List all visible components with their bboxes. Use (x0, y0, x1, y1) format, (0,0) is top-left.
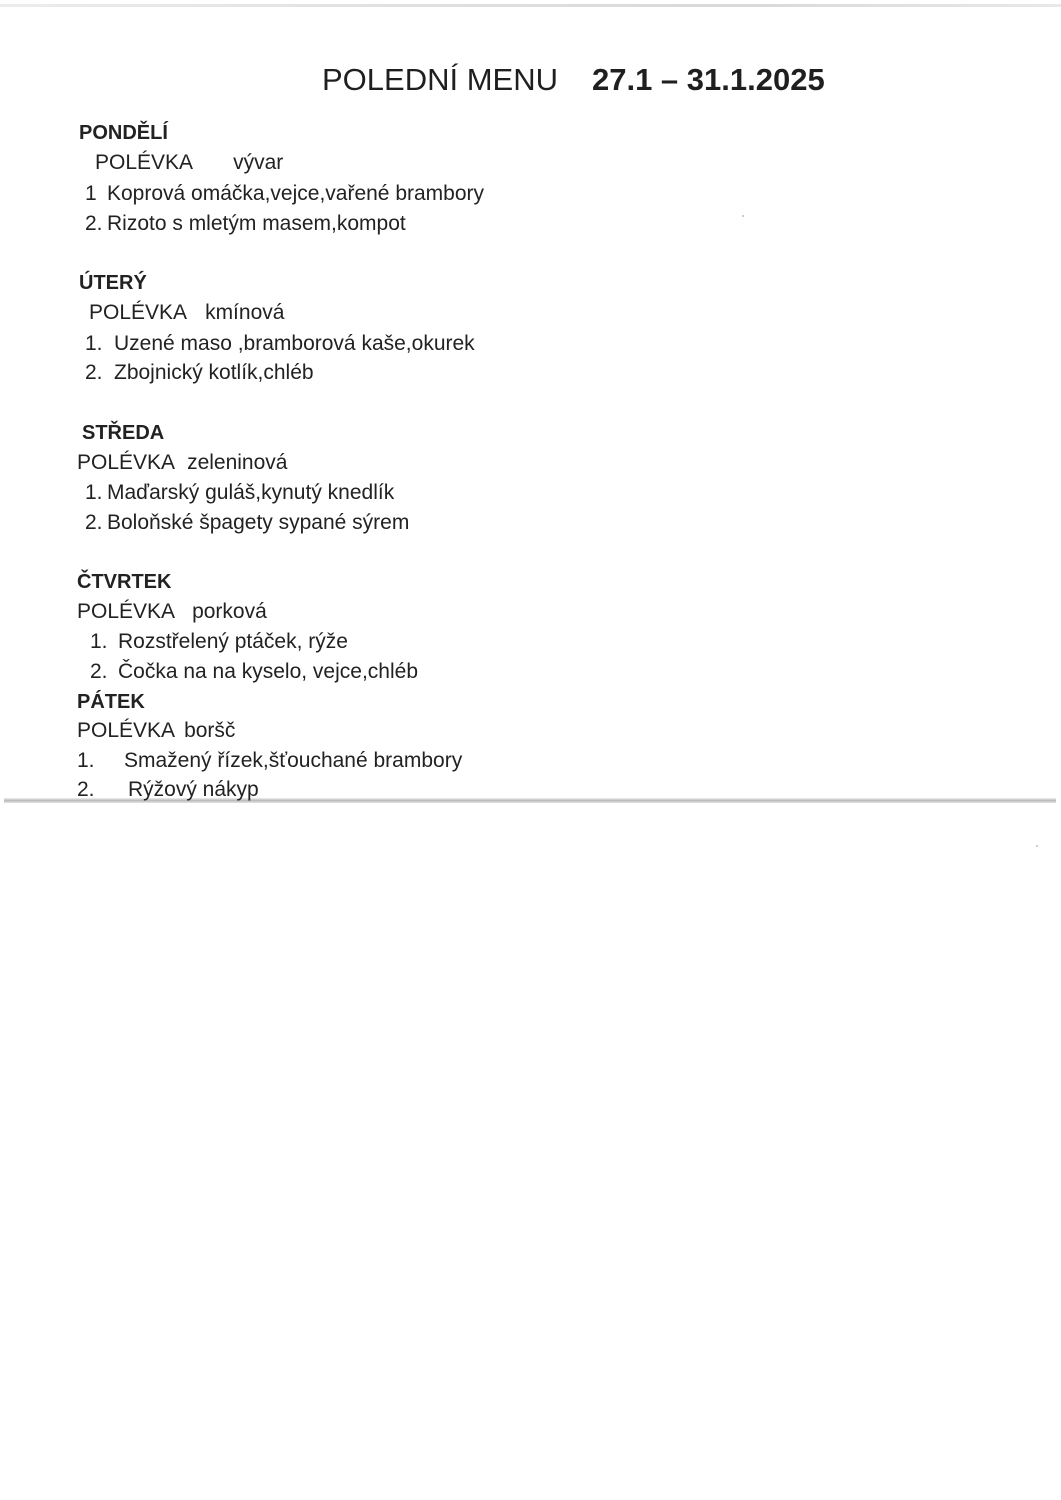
soup-line-thursday (77, 598, 267, 626)
day-heading-tuesday: ÚTERÝ (79, 272, 147, 294)
soup-name: vývar (233, 151, 284, 174)
meal-number: 1 (85, 182, 97, 205)
day-heading-wednesday: STŘEDA (82, 422, 165, 444)
day-heading-thursday: ČTVRTEK (77, 571, 172, 593)
soup-line-friday (77, 717, 235, 745)
soup-name: porková (192, 600, 267, 623)
meal-text: Uzené maso ,bramborová kaše,okurek (114, 332, 475, 355)
soup-name: boršč (184, 719, 236, 742)
soup-line-wednesday (77, 449, 287, 477)
meal-text: Čočka na na kyselo, vejce,chléb (118, 660, 418, 683)
meal-text: Koprová omáčka,vejce,vařené brambory (107, 182, 485, 205)
scan-speck (1036, 845, 1038, 847)
menu-title (322, 60, 825, 100)
meal-number: 1. (77, 749, 95, 772)
meal-item (85, 180, 484, 208)
meal-text: Rýžový nákyp (128, 778, 259, 801)
soup-line-tuesday (89, 299, 284, 327)
meal-text: Rizoto s mletým masem,kompot (107, 212, 406, 235)
soup-line-monday (95, 149, 283, 177)
meal-number: 2. (85, 511, 103, 534)
meal-item (85, 509, 409, 537)
meal-number: 2. (85, 361, 103, 384)
meal-text: Zbojnický kotlík,chléb (114, 361, 314, 384)
meal-number: 1. (90, 630, 108, 653)
meal-item (90, 628, 348, 656)
meal-number: 2. (90, 660, 108, 683)
soup-label: POLÉVKA (77, 719, 176, 742)
meal-text: Smažený řízek,šťouchané brambory (124, 749, 463, 772)
meal-number: 1. (85, 481, 103, 504)
soup-label: POLÉVKA (77, 600, 176, 623)
soup-name: kmínová (205, 301, 285, 324)
meal-item (77, 776, 259, 804)
meal-number: 1. (85, 332, 103, 355)
day-heading-friday: PÁTEK (77, 691, 145, 713)
soup-label: POLÉVKA (77, 451, 176, 474)
meal-item (77, 747, 462, 775)
scan-speck (742, 215, 744, 217)
meal-text: Rozstřelený ptáček, rýže (118, 630, 348, 653)
meal-text: Maďarský guláš,kynutý knedlík (107, 481, 395, 504)
day-heading-monday: PONDĚLÍ (79, 122, 168, 144)
menu-title-text: POLEDNÍ MENU (322, 62, 558, 97)
meal-item (85, 359, 314, 387)
soup-label: POLÉVKA (89, 301, 188, 324)
soup-label: POLÉVKA (95, 151, 194, 174)
soup-name: zeleninová (187, 451, 288, 474)
meal-number: 2. (77, 778, 95, 801)
meal-item (85, 210, 406, 238)
meal-text: Boloňské špagety sypané sýrem (107, 511, 410, 534)
meal-item (85, 479, 394, 507)
meal-item (85, 330, 475, 358)
scan-edge-top (0, 4, 1061, 7)
menu-date-range: 27.1 – 31.1.2025 (591, 62, 825, 97)
meal-number: 2. (85, 212, 103, 235)
meal-item (90, 658, 418, 686)
